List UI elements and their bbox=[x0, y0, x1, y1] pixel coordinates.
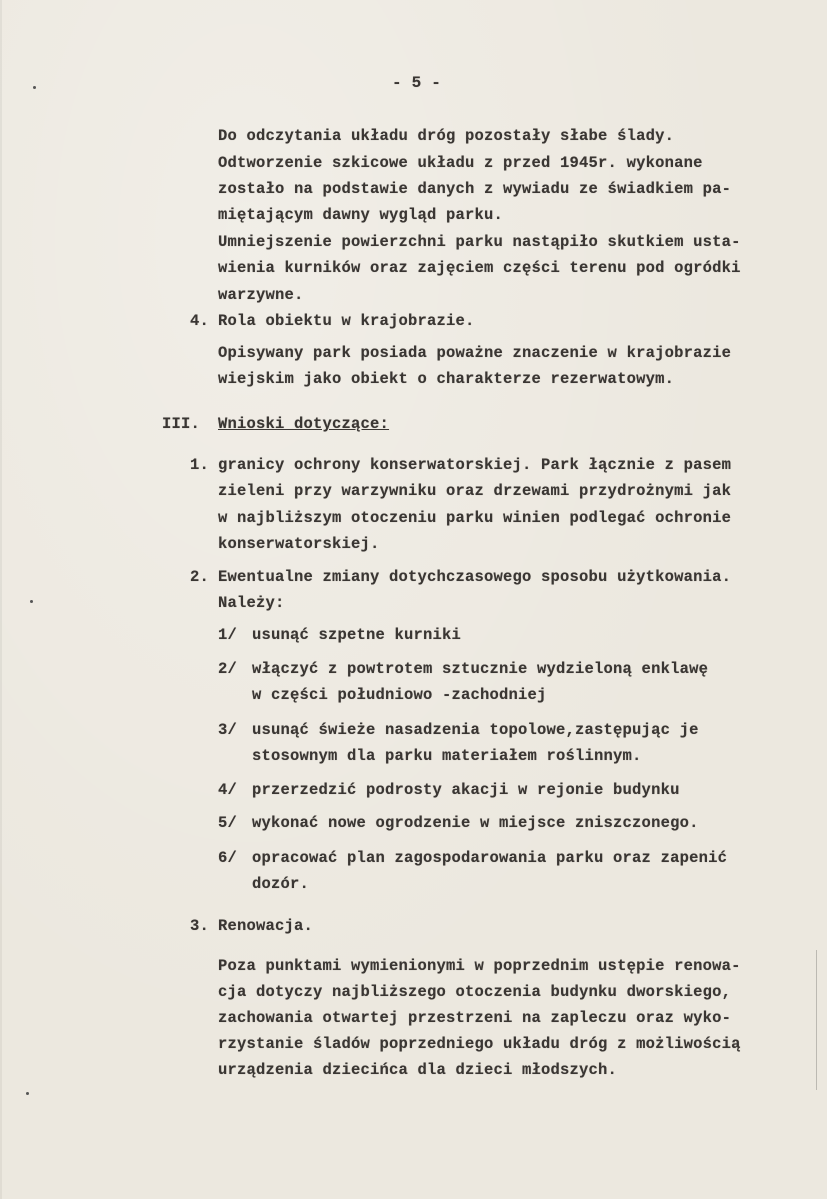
item-number: 2. bbox=[190, 568, 210, 586]
text-line: konserwatorskiej. bbox=[218, 535, 380, 553]
subitem-label: 2/ bbox=[218, 660, 238, 678]
item-heading: Rola obiektu w krajobrazie. bbox=[218, 312, 475, 330]
text-line: zostało na podstawie danych z wywiadu ze świadkiem pa- bbox=[218, 180, 732, 198]
text-line: Należy: bbox=[218, 594, 285, 612]
text-line: Odtworzenie szkicowe układu z przed 1945r. wykonane bbox=[218, 154, 703, 172]
subitem-label: 5/ bbox=[218, 814, 238, 832]
subitem-label: 1/ bbox=[218, 626, 238, 644]
subitem-text: usunąć świeże nasadzenia topolowe,zastępując je bbox=[252, 721, 699, 739]
paper-edge bbox=[0, 0, 2, 1199]
paper-speck bbox=[30, 600, 33, 603]
text-line: Do odczytania układu dróg pozostały słabe ślady. bbox=[218, 127, 675, 145]
subitem-text: opracować plan zagospodarowania parku oraz zapenić bbox=[252, 849, 728, 867]
text-line: wienia kurników oraz zajęciem części terenu pod ogródki bbox=[218, 259, 741, 277]
text-line: warzywne. bbox=[218, 286, 304, 304]
subitem-text: wykonać nowe ogrodzenie w miejsce zniszczonego. bbox=[252, 814, 699, 832]
text-line: miętającym dawny wygląd parku. bbox=[218, 206, 504, 224]
text-line: w najbliższym otoczeniu parku winien podlegać ochronie bbox=[218, 509, 732, 527]
item-number: 3. bbox=[190, 917, 210, 935]
section-numeral: III. bbox=[162, 415, 201, 433]
text-line: zachowania otwartej przestrzeni na zapleczu oraz wyko- bbox=[218, 1009, 732, 1027]
page-number: - 5 - bbox=[392, 74, 442, 92]
text-line: granicy ochrony konserwatorskiej. Park łącznie z pasem bbox=[218, 456, 732, 474]
subitem-text: włączyć z powtrotem sztucznie wydzieloną enklawę bbox=[252, 660, 709, 678]
subitem-label: 4/ bbox=[218, 781, 238, 799]
item-number: 1. bbox=[190, 456, 210, 474]
section-heading: Wnioski dotyczące: bbox=[218, 415, 390, 433]
text-line: Opisywany park posiada poważne znaczenie w krajobrazie bbox=[218, 344, 732, 362]
text-line: Umniejszenie powierzchni parku nastąpiło skutkiem usta- bbox=[218, 233, 741, 251]
text-line: cja dotyczy najbliższego otoczenia budynku dworskiego, bbox=[218, 983, 732, 1001]
text-line: Poza punktami wymienionymi w poprzednim ustępie renowa- bbox=[218, 957, 741, 975]
text-line: urządzenia dziecińca dla dzieci młodszych. bbox=[218, 1061, 618, 1079]
subitem-text: przerzedzić podrosty akacji w rejonie budynku bbox=[252, 781, 680, 799]
text-line: Ewentualne zmiany dotychczasowego sposobu użytkowania. bbox=[218, 568, 732, 586]
subitem-text: stosownym dla parku materiałem roślinnym. bbox=[252, 747, 642, 765]
subitem-label: 6/ bbox=[218, 849, 238, 867]
text-line: rzystanie śladów poprzedniego układu dróg z możliwością bbox=[218, 1035, 741, 1053]
item-heading: Renowacja. bbox=[218, 917, 314, 935]
subitem-text: usunąć szpetne kurniki bbox=[252, 626, 462, 644]
text-line: zieleni przy warzywniku oraz drzewami przydrożnymi jak bbox=[218, 482, 732, 500]
paper-speck bbox=[26, 1092, 29, 1095]
subitem-label: 3/ bbox=[218, 721, 238, 739]
subitem-text: w części południowo -zachodniej bbox=[252, 686, 547, 704]
paper-speck bbox=[33, 86, 36, 89]
item-number: 4. bbox=[190, 312, 210, 330]
margin-pencil-mark bbox=[816, 950, 817, 1090]
text-line: wiejskim jako obiekt o charakterze rezerwatowym. bbox=[218, 370, 675, 388]
subitem-text: dozór. bbox=[252, 875, 310, 893]
